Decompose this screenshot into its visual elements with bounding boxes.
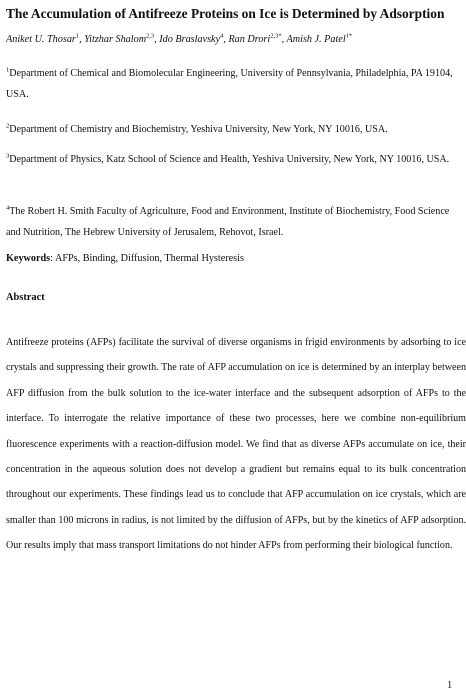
author-affiliation-mark: 4 — [220, 32, 224, 40]
affiliation-text: Department of Chemical and Biomolecular Engineering, University of Pennsylvania, Philadelphia, PA 19104, USA. — [6, 68, 453, 100]
author-affiliation-mark: 2,3* — [270, 32, 282, 40]
affiliation-2 — [6, 119, 462, 140]
affiliation-3 — [6, 149, 462, 170]
affiliation-4 — [6, 201, 462, 243]
author-name: Ran Drori — [228, 34, 271, 45]
abstract-heading: Abstract — [6, 292, 45, 303]
author-affiliation-mark: 1 — [75, 32, 80, 40]
author-list: Aniket U. Thosar$^1$, Yitzhar Shalom$^{2,3}$, Ido Braslavsky$^4$, Ran Drori$^{2,3*}$, Amish J. Patel$^{1*}$ — [6, 32, 353, 45]
keywords — [6, 253, 244, 264]
keywords-text: : AFPs, Binding, Diffusion, Thermal Hysteresis — [50, 253, 244, 264]
author-name: Ido Braslavsky — [159, 34, 221, 45]
keywords-label: Keywords — [6, 253, 51, 264]
affiliation-mark: 1 — [6, 66, 10, 74]
affiliation-mark: 2 — [6, 122, 10, 130]
author-name: Amish J. Patel — [286, 34, 346, 45]
abstract-text: Antifreeze proteins (AFPs) facilitate the survival of diverse organisms in frigid environments by adsorbing to ice crystals and suppressing their growth. The rate of AFP accumulation on ice is determined by an interplay between AFP diffusion from the bulk solution to the ice-water interface and the subsequent adsorption of AFPs to the interface. To interrogate the relative importance of these two processes, here we combine non-equilibrium fluorescence experiments with a reaction-diffusion model. We find that as diverse AFPs accumulate on ice, their concentration in the aqueous solution does not develop a gradient but remains equal to its bulk concentration throughout our experiments. These findings lead us to conclude that AFP accumulation on ice crystals, which are smaller than 100 microns in radius, is not limited by the diffusion of AFPs, but by the kinetics of AFP adsorption. Our results imply that mass transport limitations do not hinder AFPs from performing their biological function. — [6, 337, 466, 552]
affiliation-mark: 3 — [6, 152, 10, 160]
affiliation-text: The Robert H. Smith Faculty of Agriculture, Food and Environment, Institute of Biochemistry, Food Science and Nutrition, The Hebrew University of Jerusalem, Rehovot, Israel. — [6, 206, 450, 238]
affiliation-1 — [6, 63, 462, 105]
page-number: 1 — [447, 680, 453, 691]
author-affiliation-mark: 2,3 — [146, 32, 155, 40]
author-name: Aniket U. Thosar — [6, 34, 76, 45]
affiliation-mark: 4 — [6, 204, 10, 212]
affiliation-text: Department of Chemistry and Biochemistry, Yeshiva University, New York, NY 10016, USA. — [9, 124, 388, 135]
paper-title: The Accumulation of Antifreeze Proteins on Ice is Determined by Adsorption — [6, 6, 445, 21]
author-affiliation-mark: 1* — [345, 32, 353, 40]
affiliation-text: Department of Physics, Katz School of Science and Health, Yeshiva University, New York, NY 10016, USA. — [9, 154, 450, 165]
author-name: Yitzhar Shalom — [84, 34, 147, 45]
